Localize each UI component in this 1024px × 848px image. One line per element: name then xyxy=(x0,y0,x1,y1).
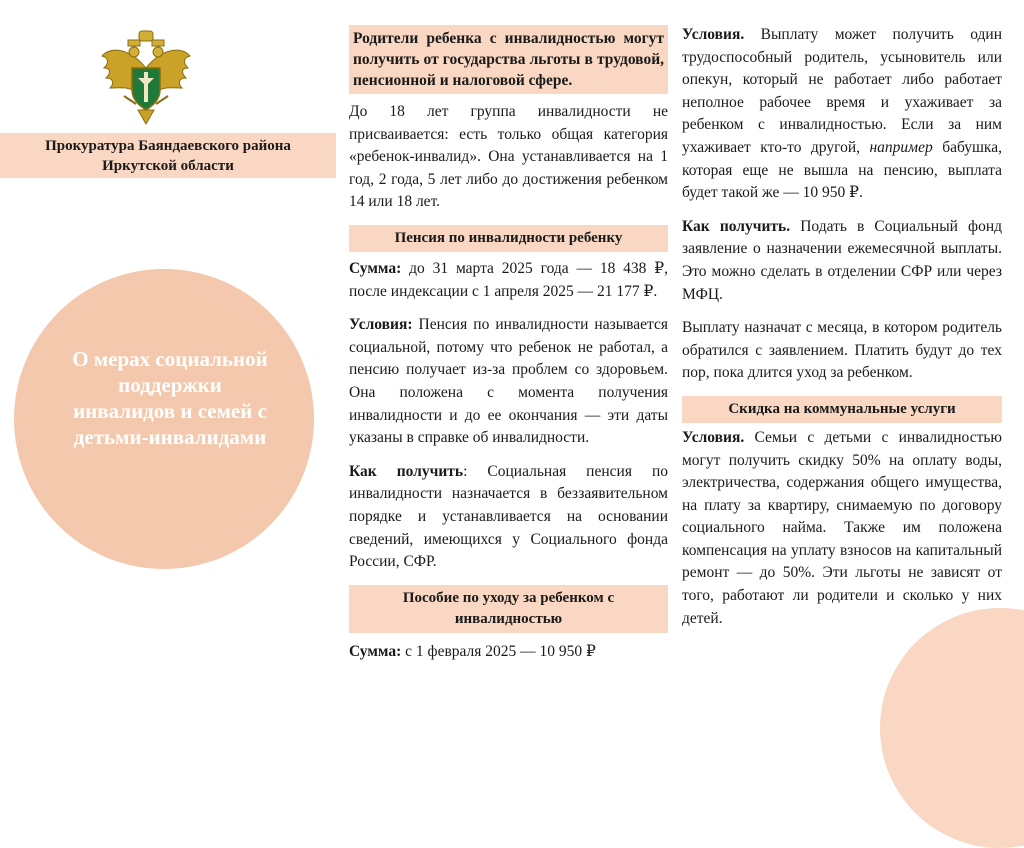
care-sum-text: с 1 февраля 2025 — 10 950 ₽ xyxy=(401,642,596,660)
section-header-pension: Пенсия по инвалидности ребенку xyxy=(349,225,668,252)
right-column xyxy=(682,0,1002,630)
care-how-text: Подать в Социальный фонд заявление о назначении ежемесячной выплаты. Это можно сделать в отделении СФР или через МФЦ. xyxy=(682,217,1003,303)
brochure-title xyxy=(40,346,300,450)
category-paragraph: До 18 лет группа инвалидности не присваивается: есть только общая категория «ребенок-инвалид». Она устанавливается на 1 год, 2 года, 5 лет либо до достижения ребенком 14 или 18 лет. xyxy=(349,103,668,211)
care-conditions-label: Условия. xyxy=(682,26,745,43)
pension-how-text: : Социальная пенсия по инвалидности назначается в беззаявительном порядке и устанавливается на основании сведений, имеющихся у Социального фонда России, СФР. xyxy=(349,462,668,571)
care-conditions-text-a: Выплату может получить один трудоспособный родитель, усыновитель или опекун, который не работает либо работает неполное рабочее время и ухаживает за ребенком с инвалидностью. Если за ним ухаживает кто-то другой, xyxy=(682,26,1002,156)
organization-title xyxy=(0,133,336,178)
middle-column xyxy=(349,0,668,663)
care-assign-paragraph: Выплату назначат с месяца, в котором родитель обратился с заявлением. Платить будут до тех пор, пока длится уход за ребенком. xyxy=(682,319,1002,382)
pension-sum-label: Сумма: xyxy=(349,259,402,277)
corner-decoration xyxy=(880,608,1024,848)
care-conditions-italic: например xyxy=(869,138,933,156)
utilities-conditions-label: Условия. xyxy=(682,428,745,446)
brochure-title-line-2: поддержки xyxy=(118,373,222,397)
pension-conditions-text: Пенсия по инвалидности называется социальной, потому что ребенок не работал, а пенсию получает из-за проблем со здоровьем. Она положена с момента получения инвалидности и до ее окончания — эти даты указаны в справке об инвалидности. xyxy=(349,316,668,447)
pension-sum-text: до 31 марта 2025 года — 18 438 ₽, после индексации с 1 апреля 2025 — 21 177 ₽. xyxy=(349,259,668,300)
care-sum-label: Сумма: xyxy=(349,642,402,660)
brochure-title-line-1: О мерах социальной xyxy=(72,347,268,371)
care-sum-paragraph xyxy=(349,641,668,664)
intro-highlight: Родители ребенка с инвалидностью могут получить от государства льготы в трудовой, пенсионной и налоговой сфере. xyxy=(349,25,668,94)
left-panel xyxy=(0,0,336,724)
pension-sum-paragraph xyxy=(349,258,668,303)
pension-conditions-label: Условия: xyxy=(349,316,413,334)
pension-conditions-paragraph xyxy=(349,314,668,450)
care-how-paragraph xyxy=(682,216,1002,306)
brochure-title-line-4: детьми-инвалидами xyxy=(73,425,267,449)
care-conditions-text-b: бабушка, которая еще не вышла на пенсию, выплата будет такой же — 10 950 ₽. xyxy=(682,138,1002,202)
pension-how-paragraph xyxy=(349,461,668,574)
utilities-conditions-text: Семьи с детьми с инвалидностью могут получить скидку 50% на оплату воды, электричества, содержания общего имущества, на плату за квартиру, снимаемую по договору социального найма. Также им положена компенсация на уплату взносов на капитальный ремонт — до 50%. Эти льготы не зависят от того, работают ли родители и сколько у них детей. xyxy=(682,428,1002,627)
pension-how-label: Как получить xyxy=(349,462,464,480)
section-header-utilities: Скидка на коммунальные услуги xyxy=(682,396,1002,423)
organization-line-1: Прокуратура Баяндаевского района xyxy=(45,138,291,154)
organization-line-2: Иркутской области xyxy=(102,158,234,174)
utilities-conditions-paragraph xyxy=(682,427,1002,630)
brochure-title-line-3: инвалидов и семей с xyxy=(73,399,267,423)
prosecutor-emblem-icon xyxy=(100,28,192,128)
section-header-care-allowance: Пособие по уходу за ребенком с инвалидностью xyxy=(349,585,668,633)
care-conditions-paragraph xyxy=(682,24,1002,205)
care-how-label: Как получить. xyxy=(682,217,791,235)
